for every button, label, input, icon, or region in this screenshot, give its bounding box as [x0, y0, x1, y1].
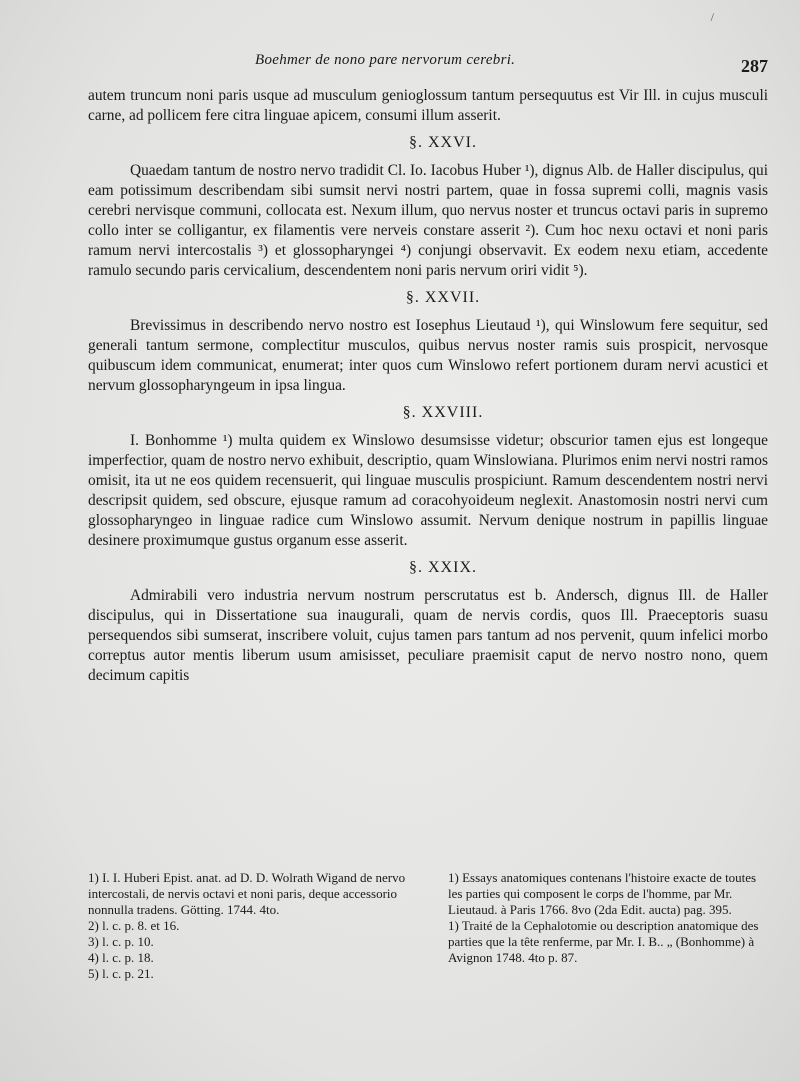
footnote-item: 1) I. I. Huberi Epist. anat. ad D. D. Wolrath Wigand de nervo intercostali, de nervis octavi et noni paris, deque accessorio nonnulla tradens. Götting. 1744. 4to.	[88, 870, 406, 917]
section-heading-xxvii: §. XXVII.	[405, 289, 481, 306]
running-head	[0, 52, 800, 80]
paragraph-section-xxix: Admirabili vero industria nervum nostrum perscrutatus est b. Andersch, dignus Ill. de Haller discipulus, qui in Dissertatione sua inaugurali, quam de nervis cordis, quos Ill. Praeceptoris suasu persequendos sibi sumserat, inscribere voluit, cujus tamen pars tantum ad nos pervenit, quum infelici morbo correptus autor mentis liberum usum amisisset, peculiare praemisit caput de nervo nostro nono, quem decimum capitis	[88, 587, 768, 684]
footnote-item: 2) l. c. p. 8. et 16.	[88, 918, 180, 933]
paragraph-section-xxvi: Quaedam tantum de nostro nervo tradidit Cl. Io. Iacobus Huber ¹), dignus Alb. de Haller discipulus, qui eam potissimum describendam sibi sumsit nervi nostri partem, quae in fossa supremi colli, magnis vasis cerebri nervisque communi, collocata est. Nexum illum, quo nervus noster et truncus octavi paris in supremo collo inter se colligantur, ex filamentis vere nerveis constare asserit ²). Cum hoc nexu octavi et noni paris ramum nervi intercostalis ³) et glossopharyngei ⁴) conjungi observavit. Ex eodem nexu etiam, accedente ramulo secundo paris cervicalium, descendentem noni paris nervum oriri vidit ⁵).	[88, 162, 768, 279]
footnote-item: 1) Traité de la Cephalotomie ou description anatomique des parties que la tête renferme, par Mr. I. B.. „ (Bonhomme) à Avignon 1748. 4to p. 87.	[448, 918, 759, 965]
running-title: Boehmer de nono pare nervorum cerebri.	[255, 52, 516, 68]
footnotes-left-column	[88, 870, 406, 982]
footnote-item: 4) l. c. p. 18.	[88, 950, 154, 965]
section-heading-xxviii: §. XXVIII.	[402, 404, 484, 421]
footnote-item: 1) Essays anatomiques contenans l'histoire exacte de toutes les parties qui composent le corps de l'homme, par Mr. Lieutaud. à Paris 1766. 8vo (2da Edit. aucta) pag. 395.	[448, 870, 757, 917]
body-text	[88, 86, 768, 686]
section-heading-xxvi: §. XXVI.	[409, 134, 477, 151]
footnote-item: 3) l. c. p. 10.	[88, 934, 154, 949]
paragraph-section-xxviii: I. Bonhomme ¹) multa quidem ex Winslowo desumsisse videtur; obscurior tamen ejus est longeque imperfectior, quam de nostro nervo exhibuit, descriptio, quam Winslowiana. Plurimos enim nervi nostri ramos omisit, ita ut ne eos quidem recensuerit, qui linguae musculis prospiciunt. Ramum descendentem nostri nervi descripsit quidem, sed obscure, ejusque ramum ad coracohyoideum neglexit. Anastomosin nostri nervi cum glossopharyngeo in linguae radice cum Winslowo assumit. Nervum denique nostrum in papillis linguae desinere proximumque gustus organum esse asserit.	[88, 432, 768, 549]
footnotes-right-column	[448, 870, 766, 966]
page-number: 287	[741, 56, 768, 76]
section-heading-xxix: §. XXIX.	[409, 559, 477, 576]
margin-mark: /	[710, 10, 714, 24]
paragraph-continuation: autem truncum noni paris usque ad musculum genioglossum tantum persequutus est Vir Ill. in cujus musculi carne, ad pollicem fere citra linguae apicem, consumi illum asserit.	[88, 87, 768, 124]
footnote-item: 5) l. c. p. 21.	[88, 966, 154, 981]
paragraph-section-xxvii: Brevissimus in describendo nervo nostro est Iosephus Lieutaud ¹), qui Winslowum fere sequitur, sed generali tantum sermone, complectitur musculos, quibus nervus noster ramis suis prospicit, nervosque quibuscum idem communicat, enumerat; inter quos cum Winslowo refert portionem duram nervi acustici et nervum glossopharyngeum in ipsa lingua.	[88, 317, 768, 394]
